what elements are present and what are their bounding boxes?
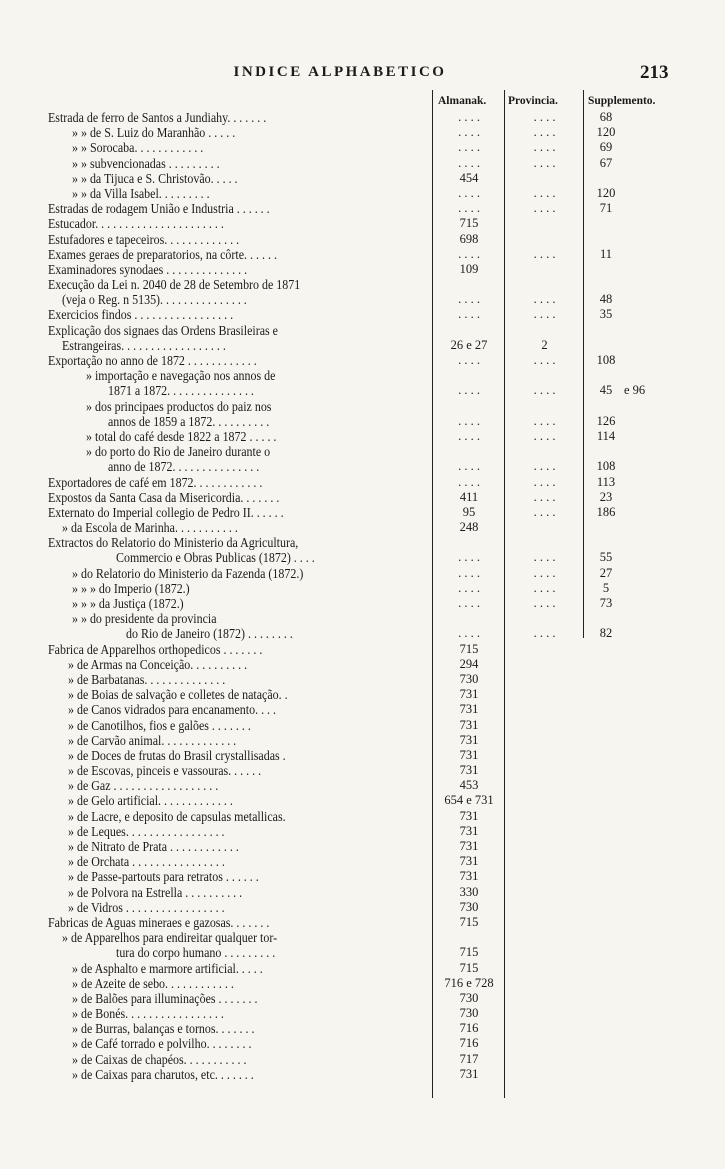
almanak-ref: 717 — [459, 1051, 479, 1066]
almanak-ref: . . . . — [458, 246, 480, 261]
index-row — [0, 672, 725, 687]
provincia-ref: . . . . — [533, 626, 556, 641]
supplemento-ref: 23 — [599, 489, 613, 504]
almanak-ref: . . . . — [458, 185, 480, 200]
index-row — [0, 566, 725, 581]
almanak-ref: 715 — [459, 914, 479, 929]
index-row — [0, 323, 725, 338]
provincia-ref: . . . . — [533, 185, 556, 200]
index-row — [0, 581, 725, 596]
entry-text: » » Sorocaba. . . . . . . . . . . . — [72, 140, 204, 156]
entry-text: » dos principaes productos do paiz nos — [86, 398, 272, 414]
almanak-ref: 731 — [459, 717, 479, 732]
almanak-ref: 698 — [459, 231, 479, 246]
index-row — [0, 171, 725, 186]
provincia-ref: . . . . — [533, 565, 556, 580]
provincia-ref: . . . . — [533, 110, 556, 124]
supplemento-ref: 68 — [599, 110, 613, 124]
supplemento-ref: 35 — [599, 307, 613, 322]
almanak-ref: . . . . — [458, 292, 480, 307]
index-row — [0, 900, 725, 915]
entry-text: » importação e navegação nos annos de — [86, 368, 276, 384]
index-row — [0, 414, 725, 429]
entry-text: » de Balões para illuminações . . . . . . . — [72, 990, 258, 1006]
supplemento-ref: 186 — [596, 504, 616, 519]
provincia-ref: . . . . — [533, 459, 556, 474]
index-row — [0, 186, 725, 201]
entry-text: Extractos do Relatorio do Ministerio da Agricultura, — [48, 535, 299, 551]
index-row — [0, 1006, 725, 1021]
index-row — [0, 702, 725, 717]
supplemento-ref: 5 — [602, 580, 610, 595]
almanak-ref: . . . . — [458, 626, 480, 641]
provincia-ref: . . . . — [533, 428, 556, 443]
provincia-ref: . . . . — [533, 292, 556, 307]
supplemento-ref: 55 — [599, 550, 613, 565]
index-row — [0, 748, 725, 763]
almanak-ref: 730 — [459, 990, 479, 1005]
almanak-ref: . . . . — [458, 474, 480, 489]
index-row — [0, 915, 725, 930]
index-row — [0, 1052, 725, 1067]
provincia-ref: . . . . — [533, 140, 556, 155]
index-row — [0, 201, 725, 216]
provincia-ref: . . . . — [533, 596, 556, 610]
column-header-provincia: Provincia. — [508, 95, 558, 107]
index-row — [0, 657, 725, 672]
index-row — [0, 945, 725, 960]
index-row — [0, 368, 725, 383]
almanak-ref: 731 — [459, 747, 479, 762]
index-row — [0, 824, 725, 839]
almanak-ref: . . . . — [458, 140, 480, 155]
supplemento-ref: 120 — [596, 125, 616, 140]
provincia-ref: . . . . — [533, 307, 556, 322]
supplemento-ref: 73 — [599, 596, 613, 610]
almanak-ref: 731 — [459, 702, 479, 717]
supplemento-ref: 27 — [599, 565, 613, 580]
index-row — [0, 596, 725, 611]
entry-text: » do porto do Rio de Janeiro durante o — [86, 444, 271, 460]
almanak-ref: 715 — [459, 641, 479, 656]
entry-text: » » » da Justiça (1872.) — [72, 596, 184, 611]
entry-text: annos de 1859 a 1872. . . . . . . . . . — [108, 413, 270, 429]
supplemento-ref: 126 — [596, 413, 616, 428]
index-row — [0, 475, 725, 490]
provincia-ref: . . . . — [533, 489, 556, 504]
almanak-ref: . . . . — [458, 565, 480, 580]
provincia-ref: . . . . — [533, 246, 556, 261]
entry-text: » da Escola de Marinha. . . . . . . . . . . — [62, 520, 238, 536]
entry-text: Estufadores e tapeceiros. . . . . . . . . . . . . — [48, 231, 240, 247]
provincia-ref: 2 — [541, 337, 548, 352]
entry-text: do Rio de Janeiro (1872) . . . . . . . . — [126, 626, 293, 642]
almanak-ref: 248 — [459, 520, 479, 535]
supplemento-ref: 67 — [599, 155, 613, 170]
entry-text: » de Burras, balanças e tornos. . . . . . . — [72, 1021, 255, 1037]
almanak-ref: 731 — [459, 808, 479, 823]
almanak-ref: 654 e 731 — [444, 793, 494, 808]
entry-text: » de Canotilhos, fios e galões . . . . . . . — [68, 717, 251, 733]
index-row — [0, 687, 725, 702]
provincia-ref: . . . . — [533, 504, 556, 519]
index-row — [0, 262, 725, 277]
entry-text: » de Lacre, e deposito de capsulas metallicas. — [68, 808, 286, 824]
entry-text: » de Passe-partouts para retratos . . . . . . — [68, 869, 259, 885]
almanak-ref: 730 — [459, 1006, 479, 1021]
entry-text: Estradas de rodagem União e Industria . . . . . . — [48, 201, 270, 217]
entry-text: Exportação no anno de 1872 . . . . . . . . . . . . — [48, 353, 257, 368]
index-row — [0, 156, 725, 171]
almanak-ref: . . . . — [458, 550, 480, 565]
index-row — [0, 733, 725, 748]
entry-text: » de Canos vidrados para encanamento. . . . — [68, 702, 277, 718]
provincia-ref: . . . . — [533, 201, 556, 216]
entry-text: anno de 1872. . . . . . . . . . . . . . . — [108, 459, 260, 475]
index-row — [0, 292, 725, 307]
index-row — [0, 626, 725, 641]
almanak-ref: . . . . — [458, 383, 480, 398]
provincia-ref: . . . . — [533, 125, 556, 140]
index-row — [0, 809, 725, 824]
index-row — [0, 247, 725, 262]
almanak-ref: 731 — [459, 823, 479, 838]
page-title: INDICE ALPHABETICO — [233, 64, 447, 80]
entry-text: Exportadores de café em 1872. . . . . . . . . . . . — [48, 474, 263, 490]
index-row — [0, 520, 725, 535]
entry-text: » de Gelo artificial. . . . . . . . . . . . . — [68, 793, 233, 809]
index-row — [0, 642, 725, 657]
index-row — [0, 307, 725, 322]
index-row — [0, 991, 725, 1006]
entry-text: » do Relatorio do Ministerio da Fazenda (1872.) — [72, 565, 304, 581]
index-row — [0, 611, 725, 626]
index-row — [0, 885, 725, 900]
index-row — [0, 490, 725, 505]
entry-text: » de Gaz . . . . . . . . . . . . . . . . . . — [68, 778, 219, 794]
entry-text: Expostos da Santa Casa da Misericordia. . . . . . . — [48, 489, 280, 505]
almanak-ref: 26 e 27 — [450, 337, 488, 352]
provincia-ref: . . . . — [533, 413, 556, 428]
column-header-supplemento: Supplemento. — [588, 95, 656, 107]
entry-text: » de Vidros . . . . . . . . . . . . . . . . . — [68, 899, 225, 915]
entry-text: (veja o Reg. n 5135). . . . . . . . . . . . . . . — [62, 292, 247, 308]
index-row — [0, 778, 725, 793]
index-row — [0, 338, 725, 353]
almanak-ref: 453 — [459, 778, 479, 793]
index-row — [0, 216, 725, 231]
supplemento-ref: 114 — [596, 428, 616, 443]
index-row — [0, 550, 725, 565]
entry-text: » de Caixas de chapéos. . . . . . . . . . . — [72, 1051, 247, 1067]
supplemento-ref: 113 — [596, 474, 616, 489]
index-row — [0, 140, 725, 155]
almanak-ref: . . . . — [458, 307, 480, 322]
page-number: 213 — [640, 62, 669, 83]
almanak-ref: . . . . — [458, 201, 480, 216]
almanak-ref: 716 — [459, 1021, 479, 1036]
almanak-ref: 730 — [459, 671, 479, 686]
almanak-ref: 716 — [459, 1036, 479, 1051]
entry-text: » de Leques. . . . . . . . . . . . . . . . . — [68, 823, 225, 839]
index-entries — [0, 110, 725, 1082]
entry-text: » de Carvão animal. . . . . . . . . . . . . — [68, 732, 237, 748]
index-row — [0, 1067, 725, 1082]
almanak-ref: 715 — [459, 216, 479, 231]
entry-text: Examinadores synodaes . . . . . . . . . . . . . . — [48, 261, 248, 277]
entry-text: » » » do Imperio (1872.) — [72, 580, 190, 596]
entry-text: Commercio e Obras Publicas (1872) . . . . — [116, 550, 315, 566]
index-row — [0, 277, 725, 292]
entry-text: » de Polvora na Estrella . . . . . . . . . . — [68, 884, 243, 900]
supplemento-ref: 108 — [596, 459, 616, 474]
almanak-ref: . . . . — [458, 413, 480, 428]
almanak-ref: 294 — [459, 656, 479, 671]
provincia-ref: . . . . — [533, 383, 556, 398]
index-row — [0, 505, 725, 520]
almanak-ref: 731 — [459, 732, 479, 747]
provincia-ref: . . . . — [533, 353, 556, 367]
index-row — [0, 1021, 725, 1036]
index-row — [0, 763, 725, 778]
index-row — [0, 930, 725, 945]
column-header-almanak: Almanak. — [438, 95, 487, 107]
entry-text: Estrada de ferro de Santos a Jundiahy. . . . . . . — [48, 110, 267, 125]
entry-text: » » da Tijuca e S. Christovão. . . . . — [72, 170, 238, 186]
supplemento-ref: 82 — [599, 626, 613, 641]
index-row — [0, 839, 725, 854]
almanak-ref: 454 — [459, 170, 479, 185]
index-row — [0, 535, 725, 550]
almanak-ref: . . . . — [458, 596, 480, 610]
entry-text: » total do café desde 1822 a 1872 . . . . . — [86, 428, 277, 444]
almanak-ref: 731 — [459, 763, 479, 778]
entry-text: » de Armas na Conceição. . . . . . . . . . — [68, 656, 248, 672]
supplemento-ref: 45 — [599, 383, 613, 398]
entry-text: 1871 a 1872. . . . . . . . . . . . . . . — [108, 383, 254, 399]
index-row — [0, 854, 725, 869]
entry-text: » de Boias de salvação e colletes de natação. . — [68, 687, 288, 703]
index-row — [0, 718, 725, 733]
almanak-ref: 731 — [459, 839, 479, 853]
almanak-ref: 715 — [459, 960, 479, 975]
entry-text: » de Bonés. . . . . . . . . . . . . . . . . — [72, 1006, 224, 1022]
almanak-ref: 411 — [459, 489, 479, 504]
almanak-ref: . . . . — [458, 110, 480, 124]
supplemento-extra-ref: e 96 — [624, 383, 646, 398]
index-row — [0, 232, 725, 247]
almanak-ref: . . . . — [458, 459, 480, 474]
index-row — [0, 869, 725, 884]
index-row — [0, 353, 725, 368]
index-row — [0, 976, 725, 991]
entry-text: » » subvencionadas . . . . . . . . . — [72, 155, 220, 171]
entry-text: tura do corpo humano . . . . . . . . . — [116, 945, 276, 961]
almanak-ref: . . . . — [458, 580, 480, 595]
entry-text: » » da Villa Isabel. . . . . . . . . — [72, 185, 210, 201]
almanak-ref: 109 — [459, 261, 479, 276]
almanak-ref: 715 — [459, 945, 479, 960]
supplemento-ref: 11 — [599, 246, 613, 261]
almanak-ref: 731 — [459, 1066, 479, 1081]
entry-text: Execução da Lei n. 2040 de 28 de Setembro de 1871 — [48, 277, 301, 293]
almanak-ref: 95 — [462, 504, 476, 519]
provincia-ref: . . . . — [533, 474, 556, 489]
entry-text: Estrangeiras. . . . . . . . . . . . . . . . . . — [62, 337, 226, 353]
index-row — [0, 961, 725, 976]
entry-text: » de Asphalto e marmore artificial. . . . . — [72, 960, 263, 976]
entry-text: Exercicios findos . . . . . . . . . . . . . . . . . — [48, 307, 234, 323]
entry-text: » de Caixas para charutos, etc. . . . . . . — [72, 1066, 254, 1082]
entry-text: Explicação dos signaes das Ordens Brasileiras e — [48, 322, 278, 338]
provincia-ref: . . . . — [533, 550, 556, 565]
supplemento-ref: 108 — [596, 353, 616, 367]
almanak-ref: 731 — [459, 869, 479, 884]
entry-text: » de Doces de frutas do Brasil crystallisadas . — [68, 747, 286, 763]
index-row — [0, 383, 725, 398]
entry-text: » de Barbatanas. . . . . . . . . . . . . . — [68, 671, 226, 687]
index-row — [0, 444, 725, 459]
entry-text: Exames geraes de preparatorios, na côrte. . . . . . — [48, 246, 277, 262]
almanak-ref: 731 — [459, 687, 479, 702]
entry-text: Fabrica de Apparelhos orthopedicos . . . . . . . — [48, 641, 263, 657]
entry-text: Estucador. . . . . . . . . . . . . . . . . . . . . . — [48, 216, 224, 232]
index-row — [0, 110, 725, 125]
index-row — [0, 793, 725, 808]
almanak-ref: 330 — [459, 884, 479, 899]
index-row — [0, 399, 725, 414]
provincia-ref: . . . . — [533, 155, 556, 170]
almanak-ref: 716 e 728 — [444, 975, 494, 990]
supplemento-ref: 120 — [596, 185, 616, 200]
provincia-ref: . . . . — [533, 580, 556, 595]
index-row — [0, 429, 725, 444]
entry-text: » de Café torrado e polvilho. . . . . . . . — [72, 1036, 252, 1052]
entry-text: » de Nitrato de Prata . . . . . . . . . . . . — [68, 839, 239, 854]
entry-text: » de Apparelhos para endireitar qualquer tor- — [62, 930, 278, 946]
entry-text: Fabricas de Aguas mineraes e gazosas. . . . . . . — [48, 914, 270, 930]
entry-text: » » de S. Luiz do Maranhão . . . . . — [72, 125, 236, 141]
almanak-ref: 730 — [459, 899, 479, 914]
almanak-ref: 731 — [459, 854, 479, 869]
supplemento-ref: 48 — [599, 292, 613, 307]
entry-text: » » do presidente da provincia — [72, 611, 217, 627]
entry-text: » de Azeite de sebo. . . . . . . . . . . . — [72, 975, 234, 991]
almanak-ref: . . . . — [458, 155, 480, 170]
supplemento-ref: 71 — [599, 201, 613, 216]
entry-text: » de Orchata . . . . . . . . . . . . . . . . — [68, 854, 225, 870]
index-row — [0, 1036, 725, 1051]
almanak-ref: . . . . — [458, 353, 480, 367]
almanak-ref: . . . . — [458, 428, 480, 443]
index-row — [0, 459, 725, 474]
entry-text: Externato do Imperial collegio de Pedro II. . . . . . — [48, 504, 284, 520]
index-row — [0, 125, 725, 140]
entry-text: » de Escovas, pinceis e vassouras. . . . . . — [68, 763, 262, 779]
almanak-ref: . . . . — [458, 125, 480, 140]
supplemento-ref: 69 — [599, 140, 613, 155]
